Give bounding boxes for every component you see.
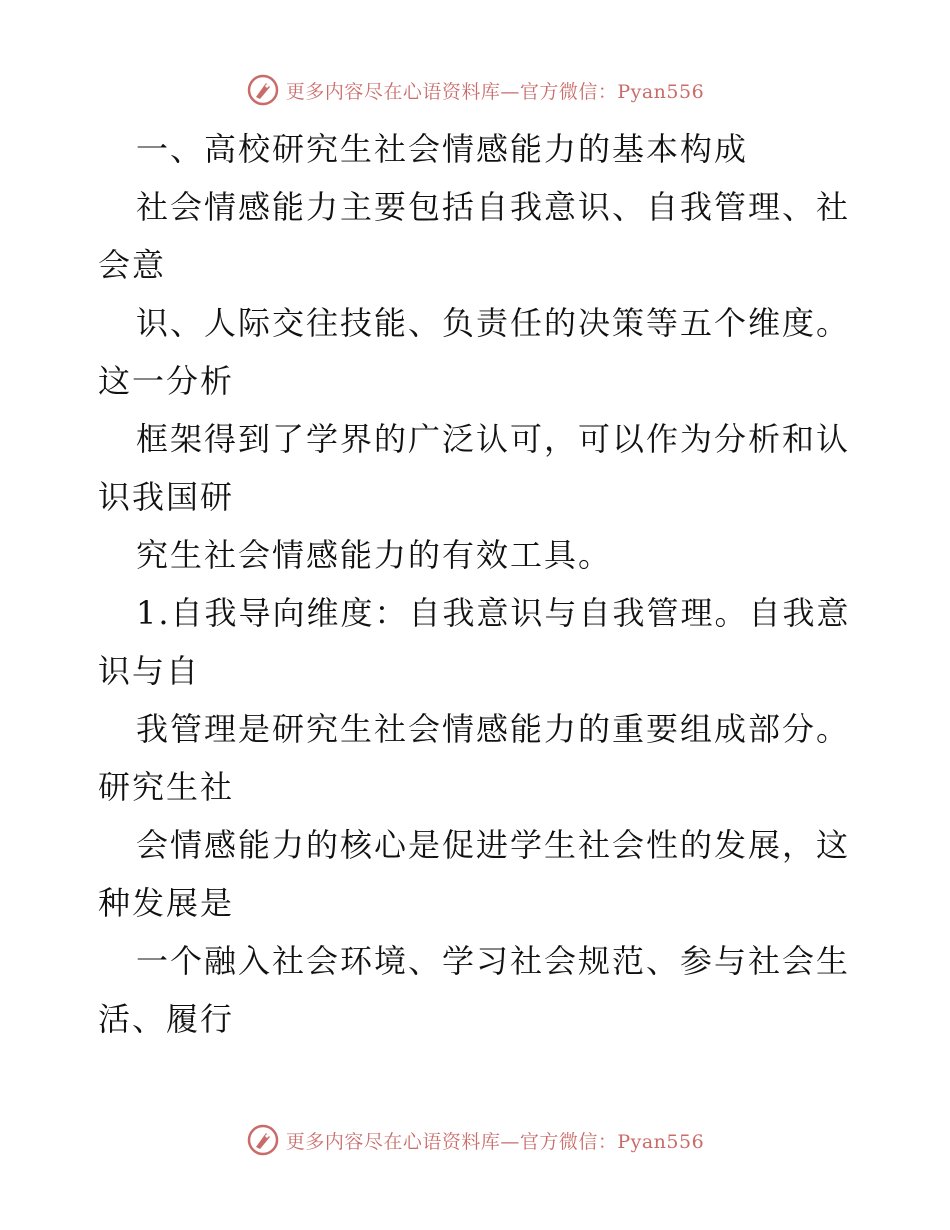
text-line: 活、履行	[98, 1000, 235, 1038]
document-body	[98, 120, 858, 1048]
text-line: 框架得到了学界的广泛认可，可以作为分析和认	[136, 420, 851, 458]
pen-nib-logo-icon	[246, 73, 280, 107]
text-line: 会意	[98, 246, 167, 284]
pen-nib-logo-icon	[246, 1123, 280, 1157]
text-line: 研究生社	[98, 768, 235, 806]
text-line: 一个融入社会环境、学习社会规范、参与社会生	[136, 942, 851, 980]
footer-watermark	[0, 1120, 950, 1160]
text-line: 识与自	[98, 652, 201, 690]
text-line: 识我国研	[98, 478, 235, 516]
watermark-text: 更多内容尽在心语资料库—官方微信：Pyan556	[285, 1130, 705, 1153]
text-line: 识、人际交往技能、负责任的决策等五个维度。	[136, 304, 851, 342]
header-watermark	[0, 70, 950, 110]
text-line: 究生社会情感能力的有效工具。	[136, 536, 613, 574]
text-line: 种发展是	[98, 884, 235, 922]
watermark-text: 更多内容尽在心语资料库—官方微信：Pyan556	[285, 80, 705, 103]
text-line: 一、高校研究生社会情感能力的基本构成	[136, 130, 749, 168]
text-line: 会情感能力的核心是促进学生社会性的发展，这	[136, 826, 851, 864]
text-line: 我管理是研究生社会情感能力的重要组成部分。	[136, 710, 851, 748]
text-line: 社会情感能力主要包括自我意识、自我管理、社	[136, 188, 851, 226]
text-line: 这一分析	[98, 362, 235, 400]
text-line: 1.自我导向维度：自我意识与自我管理。自我意	[136, 594, 851, 632]
